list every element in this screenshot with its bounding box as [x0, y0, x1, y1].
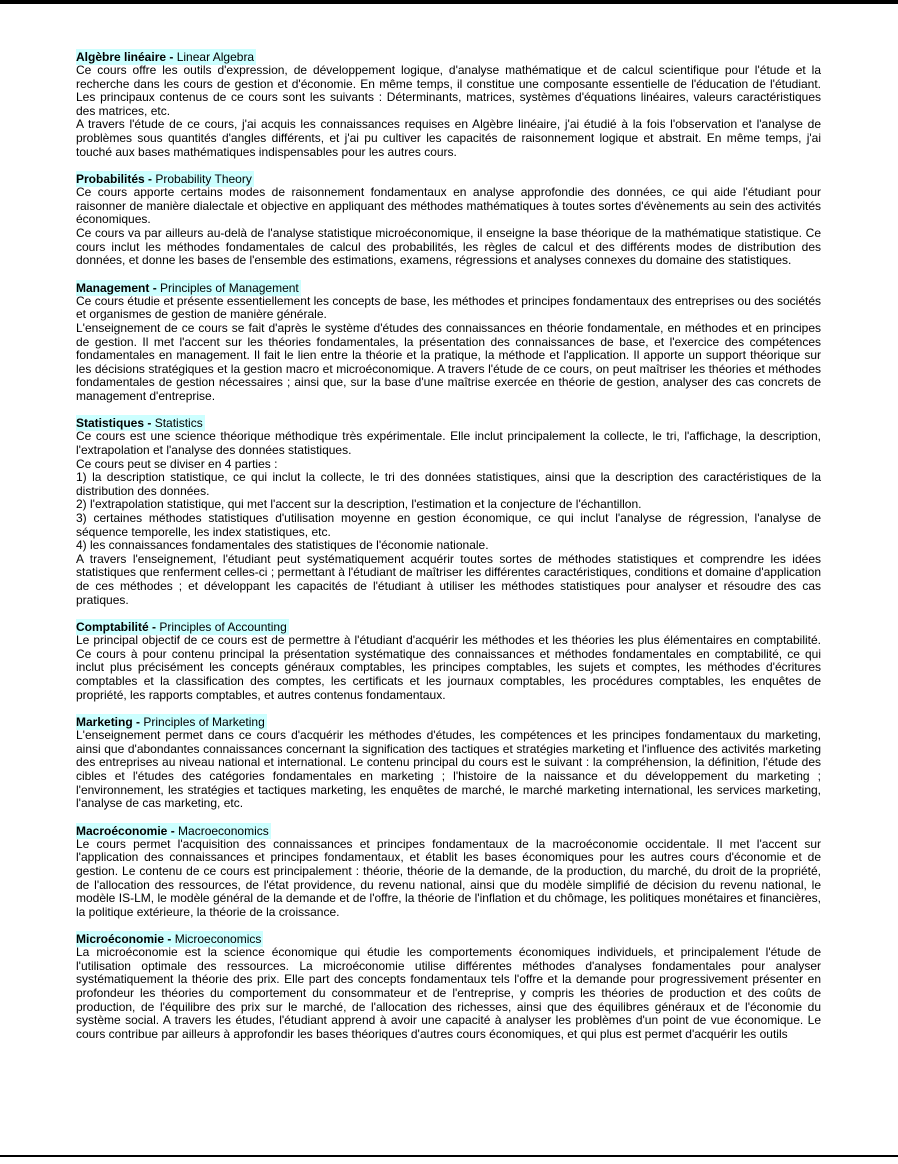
course-title-separator: - — [148, 620, 160, 635]
course-section-heading — [76, 172, 821, 186]
course-title-separator: - — [166, 50, 177, 64]
course-paragraphs — [76, 295, 821, 404]
course-section — [76, 172, 821, 268]
course-section — [76, 281, 821, 404]
bottom-rule — [0, 1155, 898, 1157]
course-section-heading — [76, 715, 821, 729]
course-paragraph: Ce cours apporte certains modes de raisonnement fondamentaux en analyse approfondie des données, ce qui aide l'étudiant pour raisonner de manière dialectale et objective en appliquant des méthodes mathématiques à toutes sortes d'évènements au sein des activités économiques. — [76, 185, 821, 227]
course-paragraph: Le cours permet l'acquisition des connaissances et principes fondamentaux de la macroéconomie occidentale. Il met l'accent sur l'application des connaissances et principes fondamentaux, et établit les bases économiques pour les autres cours d'économie et de gestion. Le contenu de ce cours est principalement : théorie, théorie de la demande, de la production, du marché, du droit de la propriété, de l'allocation des ressources, de l'état providence, du revenu national, ainsi que du modèle simplifié de décision du revenu national, le modèle IS-LM, le modèle général de la demande et de l'offre, la théorie de l'inflation et du chômage, les politiques monétaires et financières, la politique extérieure, la théorie de la croissance. — [76, 836, 821, 919]
course-section-heading — [76, 620, 821, 634]
course-paragraph: Ce cours étudie et présente essentiellement les concepts de base, les méthodes et principes fondamentaux des entreprises ou des sociétés et organismes de gestion de manière générale. — [76, 293, 821, 322]
course-paragraph: 2) l'extrapolation statistique, qui met l'accent sur la description, l'estimation et la conjecture de l'échantillon. — [76, 497, 642, 512]
document-content — [76, 50, 821, 1041]
course-section — [76, 932, 821, 1041]
course-section — [76, 715, 821, 811]
course-title-english: Linear Algebra — [176, 50, 255, 64]
course-paragraphs — [76, 64, 821, 159]
course-section-heading — [76, 281, 821, 295]
course-paragraphs — [76, 838, 821, 920]
course-paragraph: L'enseignement de ce cours se fait d'après le système d'études des connaissances en théorie fondamentale, en méthodes et en principes de gestion. Il met l'accent sur les théories fondamentales, la présentation des connaissances de base, et l'exercice des compétences fondamentales en management. Il fait le lien entre la théorie et la pratique, la méthode et l'application. Il apporte un support théorique sur les décisions stratégiques et la gestion macro et microéconomique. A travers l'étude de ce cours, on peut maîtriser les théories et méthodes fondamentales de gestion nécessaires ; ainsi que, sur la base d'une maîtrise exercée en théorie de gestion, analyser des cas concrets de management d'entreprise. — [76, 320, 821, 403]
course-paragraphs — [76, 430, 821, 607]
course-title-french: Statistiques — [76, 416, 145, 431]
course-paragraphs — [76, 634, 821, 702]
course-section-heading — [76, 824, 821, 838]
course-title-english: Principles of Accounting — [159, 620, 287, 635]
course-title-french: Probabilités — [76, 172, 145, 187]
course-section — [76, 50, 821, 159]
course-title-french: Management — [76, 280, 150, 295]
course-paragraph: L'enseignement permet dans ce cours d'acquérir les méthodes d'études, les compétences et les principes fondamentaux du marketing, ainsi que d'abondantes connaissances concernant la signification des tactiques et stratégies marketing et l'influence des activités marketing des entreprises au niveau national et international. Le contenu principal du cours est le suivant : la compréhension, la définition, l'étude des cibles et l'études des catégories fondamentales en marketing ; l'histoire de la naissance et du développement du marketing ; l'environnement, les stratégies et tactiques marketing, les enquêtes de marché, le marché marketing international, les services marketing, l'analyse de cas marketing, etc. — [76, 728, 821, 811]
course-paragraph: 4) les connaissances fondamentales des statistiques de l'économie nationale. — [76, 538, 489, 553]
course-title-english: Principles of Management — [160, 280, 299, 295]
course-title-french: Marketing — [76, 715, 133, 730]
course-section — [76, 620, 821, 702]
course-paragraphs — [76, 186, 821, 268]
course-section-heading — [76, 416, 821, 430]
course-paragraph: A travers l'enseignement, l'étudiant peut systématiquement acquérir toutes sortes de méthodes statistiques et comprendre les idées statistiques que renferment celles-ci ; permettant à l'étudiant de maîtriser les différentes caractéristiques, conditions et domaine d'application de ces méthodes ; et développant les capacités de l'étudiant à utiliser les méthodes statistiques pour analyser et résoudre des cas pratiques. — [76, 551, 821, 607]
course-title-separator: - — [164, 932, 175, 947]
course-title-separator: - — [167, 823, 179, 838]
course-section-heading — [76, 932, 821, 946]
course-title-separator: - — [149, 280, 161, 295]
course-title-french: Algèbre linéaire — [76, 50, 167, 64]
course-title-english: Macroeconomics — [178, 823, 269, 838]
course-paragraph: 3) certaines méthodes statistiques d'utilisation moyenne en gestion économique, ce qui inclut l'analyse de régression, l'analyse de séquence temporelle, les index statistiques, etc. — [76, 511, 821, 539]
course-title-separator: - — [144, 416, 155, 431]
course-paragraph: Ce cours peut se diviser en 4 parties : — [76, 456, 278, 471]
course-paragraph: Ce cours va par ailleurs au-delà de l'analyse statistique microéconomique, il enseigne la base théorique de la mathématique statistique. Ce cours inclut les méthodes fondamentales de calcul des probabilités, les règles de calcul et des différents modes de distribution des données, et donne les bases de l'ensemble des estimations, examens, régressions et analyses connexes du domaine des statistiques. — [76, 225, 821, 268]
course-paragraph: Le principal objectif de ce cours est de permettre à l'étudiant d'acquérir les méthodes et les théories les plus élémentaires en comptabilité. Ce cours à pour contenu principal la présentation systématique des connaissances et méthodes fondamentales en comptabilité, ce qui inclut plus précisément les concepts généraux comptables, les principes comptables, les sujets et comptes, les méthodes d'écritures comptables et la classification des comptes, les certificats et les journaux comptables, les procédures comptables, les enquêtes de propriété, les rapports comptables, et autres contenus fondamentaux. — [76, 633, 821, 702]
course-title-english: Microeconomics — [174, 932, 262, 947]
course-paragraph: Ce cours est une science théorique méthodique très expérimentale. Elle inclut principalement la collecte, le tri, l'affichage, la description, l'extrapolation et l'analyse des données statistiques. — [76, 429, 821, 458]
course-section — [76, 824, 821, 920]
course-paragraph: Ce cours offre les outils d'expression, de développement logique, d'analyse mathématique et de calcul scientifique pour l'étude et la recherche dans les cours de gestion et d'économie. En même temps, il constitue une composante essentielle de l'éducation de l'étudiant. Les principaux contenus de ce cours sont les suivants : Déterminants, matrices, systèmes d'équations linéaires, valeurs caractéristiques des matrices, etc. — [76, 63, 821, 118]
course-title-english: Probability Theory — [155, 172, 252, 187]
course-paragraphs — [76, 729, 821, 811]
course-title-separator: - — [132, 715, 144, 730]
course-paragraph: La microéconomie est la science économique qui étudie les comportements économiques individuels, et principalement l'étude de l'utilisation optimale des ressources. La microéconomie utilise différentes méthodes d'analyses fondamentales pour analyser systématiquement la théorie des prix. Elle part des concepts fondamentaux tels l'offre et la demande pour progressivement présenter en profondeur les théories du comportement du consommateur et de l'entreprise, y compris les théories de production et des coûts de production, de l'équilibre des prix sur le marché, de l'allocation des richesses, ainsi que des équilibres généraux et de l'économie du système social. A travers les études, l'étudiant apprend à avoir une capacité à analyser les problèmes d'un point de vue économique. Le cours contribue par ailleurs à approfondir les bases théoriques d'autres cours économiques, et qui plus est permet d'acquérir les outils — [76, 945, 821, 1041]
course-title-french: Macroéconomie — [76, 823, 168, 838]
course-paragraph: A travers l'étude de ce cours, j'ai acquis les connaissances requises en Algèbre linéaire, j'ai étudié à la fois l'observation et l'analyse de problèmes sous quantités d'angles différents, et j'ai pu cultiver les capacités de raisonnement logique et abstrait. En même temps, j'ai touché aux bases mathématiques indispensables pour les autres cours. — [76, 117, 821, 159]
course-paragraphs — [76, 946, 821, 1041]
course-title-separator: - — [144, 172, 156, 187]
top-rule — [0, 0, 898, 4]
course-title-french: Comptabilité — [76, 620, 149, 635]
course-title-english: Statistics — [154, 416, 203, 431]
course-paragraph: 1) la description statistique, ce qui inclut la collecte, le tri des données statistiques, ainsi que la description des caractéristiques de la distribution des données. — [76, 470, 821, 498]
course-title-french: Microéconomie — [76, 932, 165, 947]
course-title-english: Principles of Marketing — [143, 715, 265, 730]
course-section-heading — [76, 50, 821, 64]
course-section — [76, 416, 821, 607]
